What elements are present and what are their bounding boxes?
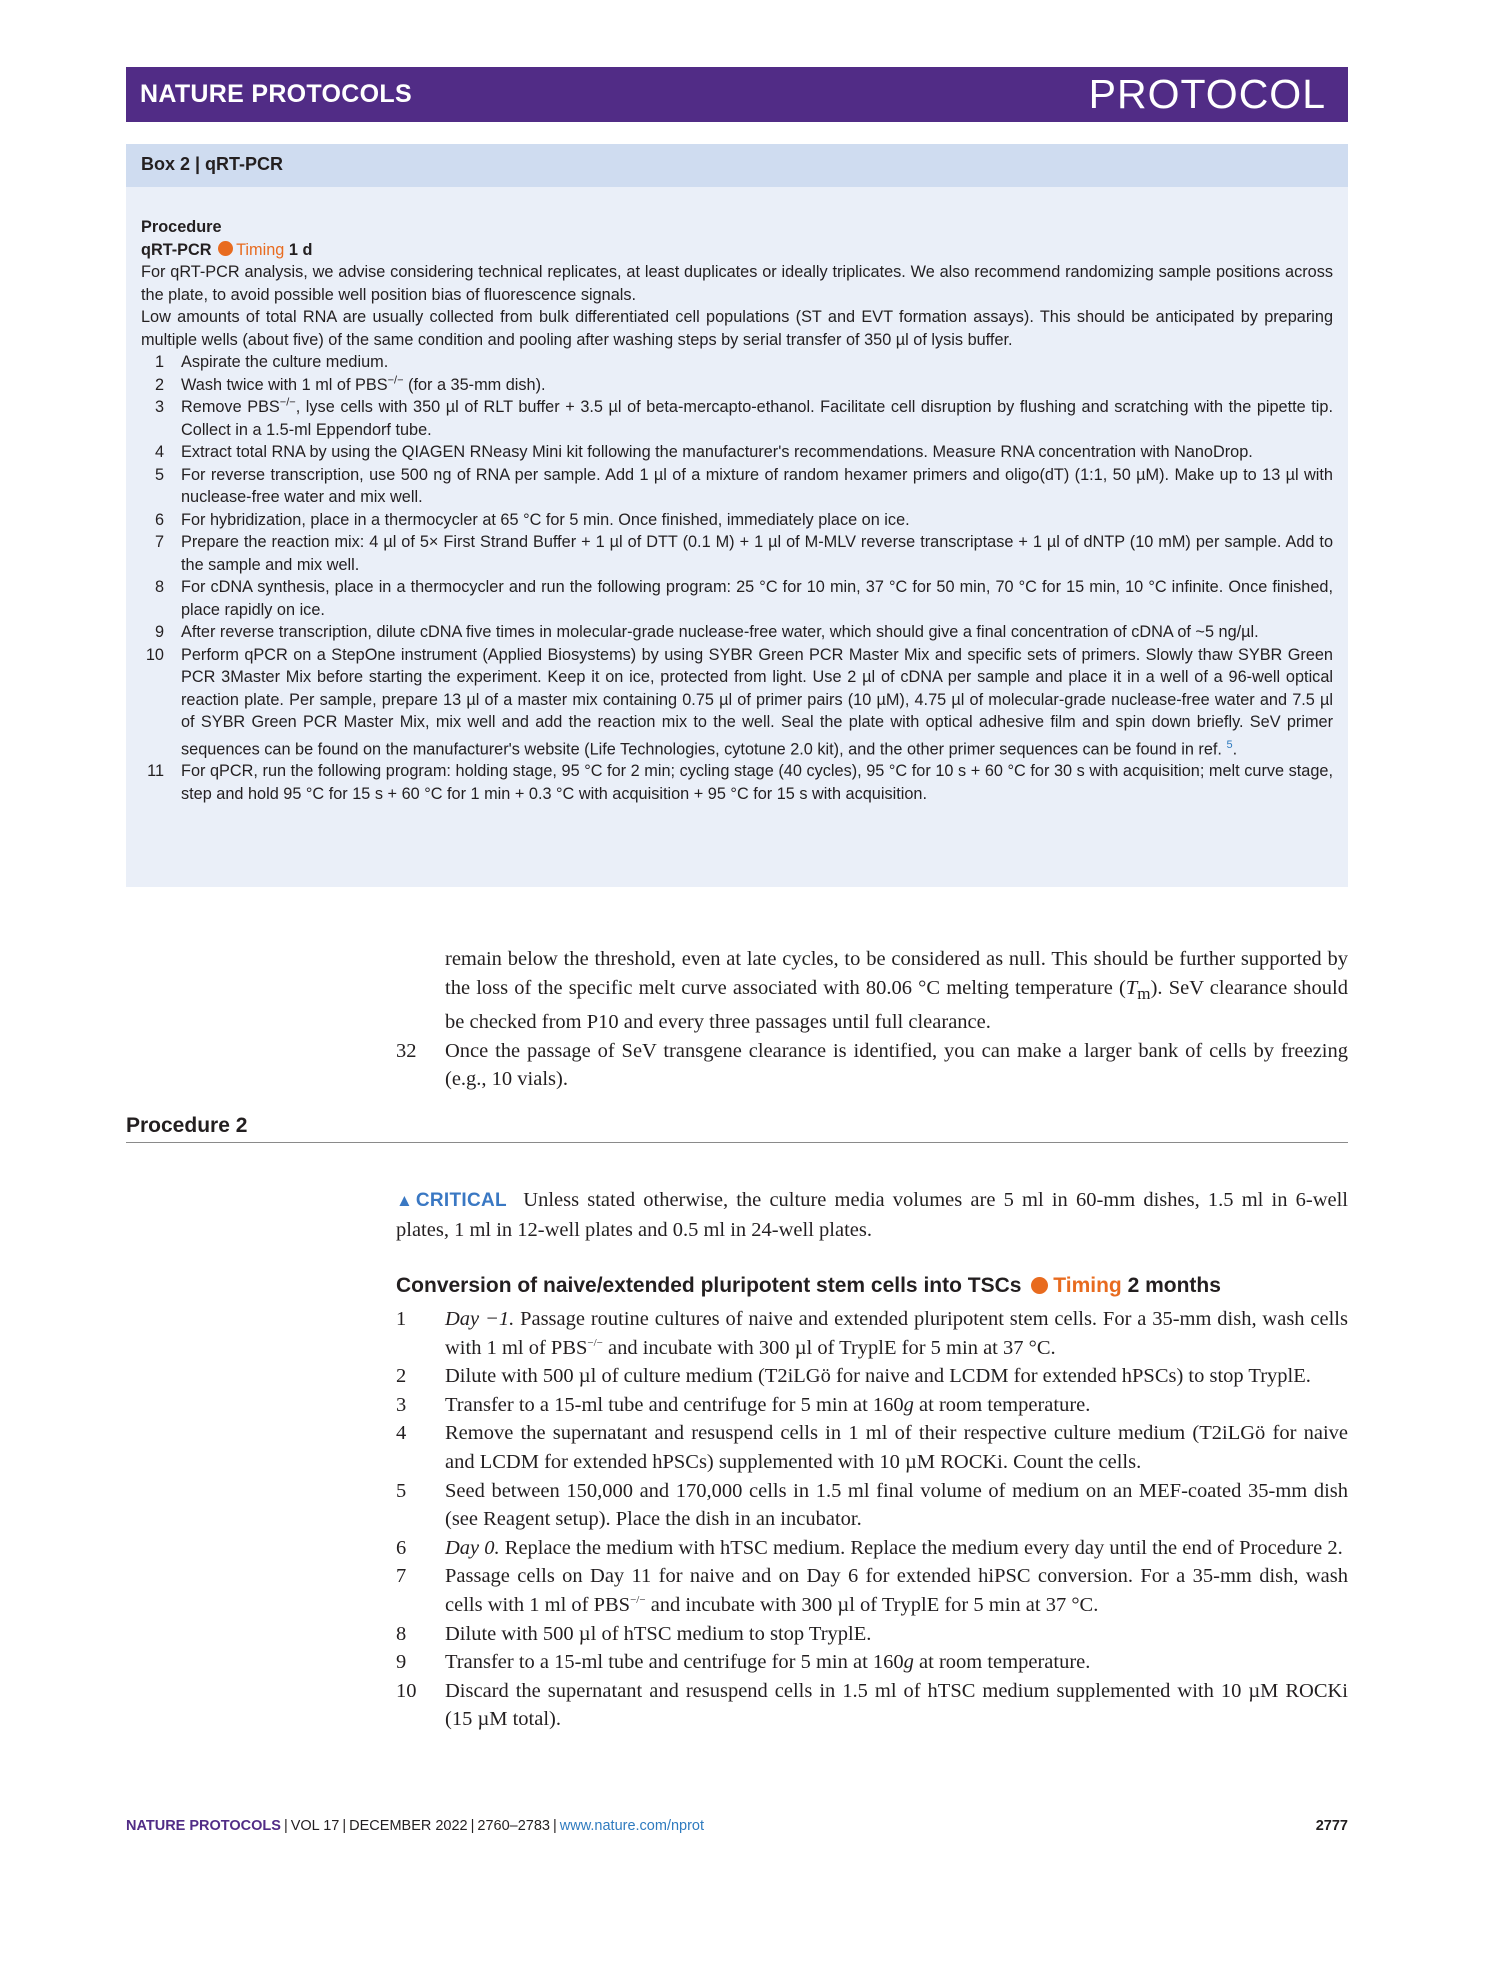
box-title: Box 2 | qRT-PCR — [126, 144, 1348, 187]
step-text: (for a 35-mm dish). — [403, 375, 546, 394]
procedure-2-steps — [396, 1305, 1348, 1734]
step-text: Perform qPCR on a StepOne instrument (Applied Biosystems) by using SYBR Green PCR Master Mix and specific sets of primers. Slowly thaw SYBR Green PCR 3Master Mix before starting the experiment. Keep it on ice, protected from light. Use 2 µl of cDNA per sample and place it in a well of a 96-well optical reaction plate. Per sample, prepare 13 µl of a master mix containing 0.75 µl of primer pairs (10 µM), 4.75 µl of molecular-grade nuclease-free water and 7.5 µl of SYBR Green PCR Master Mix, mix well and add the reaction mix to the well. Seal the plate with optical adhesive film and spin down briefly. SeV primer sequences can be found on the manufacturer's website (Life Technologies, cytotune 2.0 kit), and the other primer sequences can be found in ref. — [181, 645, 1333, 758]
step-text: . — [1232, 739, 1238, 758]
step-number: 7 — [154, 533, 164, 551]
page-number: 2777 — [1315, 1818, 1348, 1834]
step-number: 1 — [154, 353, 164, 371]
p2-step-4 — [396, 1419, 1348, 1476]
step-number: 5 — [396, 1479, 407, 1502]
step-text: Discard the supernatant and resuspend cells in 1.5 ml of hTSC medium supplemented with 10 µM ROCKi (15 µM total). — [445, 1679, 1348, 1731]
p2-step-6 — [396, 1534, 1348, 1563]
step-text: For hybridization, place in a thermocycler at 65 °C for 5 min. Once finished, immediately place on ice. — [181, 510, 910, 529]
step-text: For cDNA synthesis, place in a thermocycler and run the following program: 25 °C for 10 min, 37 °C for 50 min, 70 °C for 15 min, 10 °C infinite. Once finished, place rapidly on ice. — [181, 578, 1333, 619]
box-steps-list — [141, 351, 1333, 805]
step-text: Dilute with 500 µl of culture medium (T2iLGö for naive and LCDM for extended hPSCs) to stop TryplE. — [445, 1365, 1311, 1388]
superscript: −/− — [387, 374, 404, 387]
critical-note — [396, 1186, 1348, 1244]
g-unit: g — [903, 1651, 914, 1674]
step-text: Passage cells on Day 11 for naive and on Day 6 for extended hiPSC conversion. For a 35-mm dish, wash cells with 1 ml of PBS — [445, 1565, 1348, 1616]
timing-value: 1 d — [288, 240, 313, 259]
continuation-steps — [396, 1037, 1348, 1094]
journal-name: NATURE PROTOCOLS — [140, 80, 412, 108]
box-step-8 — [141, 576, 1333, 621]
procedure-label: Procedure — [141, 218, 222, 236]
p2-step-10 — [396, 1677, 1348, 1734]
step-text: Transfer to a 15-ml tube and centrifuge for 5 min at 160 — [445, 1393, 904, 1416]
step-32 — [396, 1037, 1348, 1094]
timing-dot-icon — [218, 241, 233, 256]
day-label: Day −1. — [445, 1308, 515, 1330]
footer-url-link[interactable]: www.nature.com/nprot — [559, 1818, 705, 1834]
timing-dot-icon — [1031, 1277, 1048, 1294]
p2-step-2 — [396, 1362, 1348, 1391]
step-number: 2 — [396, 1365, 407, 1388]
step-number: 32 — [396, 1039, 417, 1062]
step-number: 3 — [154, 398, 164, 416]
step-number: 9 — [154, 623, 164, 641]
p2-step-7 — [396, 1562, 1348, 1619]
section-heading — [396, 1274, 1348, 1298]
step-text: Transfer to a 15-ml tube and centrifuge for 5 min at 160 — [445, 1651, 904, 1674]
footer-citation: NATURE PROTOCOLS | VOL 17 | DECEMBER 2022 | 2760–2783 | www.nature.com/nprot — [126, 1818, 705, 1834]
procedure-2-steps-list — [396, 1305, 1348, 1734]
step-number: 7 — [396, 1565, 407, 1588]
step-number: 10 — [145, 645, 164, 664]
footer-volume: VOL 17 — [290, 1818, 340, 1834]
superscript: −/− — [279, 396, 296, 409]
procedure-2-heading: Procedure 2 — [126, 1114, 1348, 1143]
page-footer — [126, 1818, 1348, 1834]
critical-triangle-icon: ▲ — [396, 1191, 416, 1210]
timing-value: 2 months — [1127, 1274, 1221, 1297]
reference-link[interactable]: 5 — [1226, 738, 1233, 751]
box-step-6 — [141, 509, 1333, 532]
step-text: and incubate with 300 µl of TryplE for 5 min at 37 °C. — [602, 1336, 1056, 1359]
p2-step-3 — [396, 1391, 1348, 1420]
section-label: qRT-PCR — [141, 240, 212, 259]
p2-step-1 — [396, 1305, 1348, 1362]
p2-step-9 — [396, 1648, 1348, 1677]
step-number: 2 — [154, 375, 164, 394]
box-step-3 — [141, 396, 1333, 441]
box-step-4 — [141, 441, 1333, 464]
step-text: Aspirate the culture medium. — [181, 353, 389, 371]
superscript: −/− — [587, 1336, 603, 1349]
step-number: 3 — [396, 1393, 407, 1416]
p2-step-8 — [396, 1620, 1348, 1649]
footer-pages: 2760–2783 — [477, 1818, 550, 1834]
paragraph-text: remain below the threshold, even at late cycles, to be considered as null. This should be further supported by the loss of the specific melt curve associated with 80.06 °C melting temperature ( — [445, 948, 1348, 999]
step-text: For qPCR, run the following program: holding stage, 95 °C for 2 min; cycling stage (40 cycles), 95 °C for 10 s + 60 °C for 30 s with acquisition; melt curve stage, step and hold 95 °C for 15 s + 60 °C for 1 min + 0.3 °C with acquisition + 95 °C for 15 s with acquisition. — [181, 762, 1333, 803]
step-text: After reverse transcription, dilute cDNA five times in molecular-grade nuclease-free water, which should give a final concentration of cDNA of ~5 ng/µl. — [181, 623, 1259, 641]
box-step-5 — [141, 464, 1333, 509]
step-text: Extract total RNA by using the QIAGEN RNeasy Mini kit following the manufacturer's recommendations. Measure RNA concentration with NanoDrop. — [181, 443, 1253, 461]
step-text: , lyse cells with 350 µl of RLT buffer + 3.5 µl of beta-mercapto-ethanol. Facilitate cell disruption by flushing and scratching with the pipette tip. Collect in a 1.5-ml Eppendorf tube. — [181, 398, 1334, 439]
tm-subscript: m — [1137, 983, 1151, 1003]
section-title: Conversion of naive/extended pluripotent stem cells into TSCs — [396, 1274, 1022, 1297]
box-section-header — [141, 239, 1333, 262]
step-number: 5 — [154, 465, 164, 484]
box-step-7 — [141, 531, 1333, 576]
step-text: Wash twice with 1 ml of PBS — [181, 375, 388, 394]
footer-journal: NATURE PROTOCOLS — [126, 1818, 281, 1834]
box-intro-2: Low amounts of total RNA are usually collected from bulk differentiated cell populations (ST and EVT formation assays). This should be anticipated by preparing multiple wells (about five) of the same condition and pooling after washing steps by serial transfer of 350 µl of lysis buffer. — [141, 308, 1333, 349]
step-text: at room temperature. — [913, 1393, 1091, 1416]
step-number: 6 — [396, 1536, 407, 1559]
step-text: Remove the supernatant and resuspend cells in 1 ml of their respective culture medium (T2iLGö for naive and LCDM for extended hPSCs) supplemented with 10 µM ROCKi. Count the cells. — [445, 1422, 1348, 1473]
step-number: 10 — [396, 1679, 417, 1702]
critical-label: CRITICAL — [415, 1190, 507, 1211]
timing-label: Timing — [1053, 1274, 1122, 1297]
g-unit: g — [903, 1393, 914, 1416]
superscript: −/− — [630, 1594, 646, 1607]
box-2-qrt-pcr — [126, 144, 1348, 887]
step-number: 8 — [154, 578, 164, 596]
step-text: at room temperature. — [913, 1651, 1091, 1674]
step-number: 1 — [396, 1308, 407, 1330]
step-text: Dilute with 500 µl of hTSC medium to stop TryplE. — [445, 1622, 872, 1645]
box-step-1 — [141, 351, 1333, 374]
tm-symbol: T — [1125, 976, 1138, 999]
critical-text: Unless stated otherwise, the culture media volumes are 5 ml in 60-mm dishes, 1.5 ml in 6-well plates, 1 ml in 12-well plates and 0.5 ml in 24-well plates. — [396, 1189, 1349, 1241]
box-step-9 — [141, 621, 1333, 644]
step-number: 8 — [396, 1622, 407, 1645]
footer-date: DECEMBER 2022 — [349, 1818, 468, 1834]
step-number: 6 — [154, 510, 164, 529]
step-text: Passage routine cultures of naive and extended pluripotent stem cells. For a 35-mm dish, wash cells with 1 ml of PBS — [445, 1308, 1348, 1359]
step-text: Replace the medium with hTSC medium. Replace the medium every day until the end of Procedure 2. — [499, 1536, 1343, 1559]
journal-header-bar — [126, 67, 1348, 122]
step-number: 4 — [396, 1422, 407, 1445]
step-text: Prepare the reaction mix: 4 µl of 5× First Strand Buffer + 1 µl of DTT (0.1 M) + 1 µl of M-MLV reverse transcriptase + 1 µl of dNTP (10 mM) per sample. Add to the sample and mix well. — [181, 533, 1333, 574]
continuation-paragraph — [396, 945, 1348, 1037]
step-text: Remove PBS — [181, 398, 280, 416]
box-intro-1: For qRT-PCR analysis, we advise considering technical replicates, at least duplicates or ideally triplicates. We also recommend randomizing sample positions across the plate, to avoid possible well position bias of fluorescence signals. — [141, 263, 1333, 304]
box-step-10 — [141, 644, 1333, 761]
box-step-11 — [141, 760, 1333, 805]
step-number: 9 — [396, 1651, 407, 1674]
step-text: Seed between 150,000 and 170,000 cells in 1.5 ml final volume of medium on an MEF-coated 35-mm dish (see Reagent setup). Place the dish in an incubator. — [445, 1479, 1348, 1531]
step-text: and incubate with 300 µl of TryplE for 5 min at 37 °C. — [645, 1593, 1099, 1616]
step-text: Once the passage of SeV transgene clearance is identified, you can make a larger bank of cells by freezing (e.g., 10 vials). — [445, 1039, 1348, 1091]
box-body — [126, 187, 1348, 805]
step-text: For reverse transcription, use 500 ng of RNA per sample. Add 1 µl of a mixture of random hexamer primers and oligo(dT) (1:1, 50 µM). Make up to 13 µl with nuclease-free water and mix well. — [181, 465, 1333, 506]
step-number: 11 — [147, 762, 164, 781]
day-label: Day 0. — [445, 1536, 500, 1559]
box-step-2 — [141, 374, 1333, 397]
step-number: 4 — [154, 443, 164, 461]
paragraph-text: ). SeV clearance should be checked from P10 and every three passages until full clearance. — [445, 976, 1348, 1034]
timing-label: Timing — [236, 240, 285, 259]
continuation-text — [396, 945, 1348, 1094]
p2-step-5 — [396, 1477, 1348, 1534]
article-type: PROTOCOL — [1088, 71, 1326, 117]
